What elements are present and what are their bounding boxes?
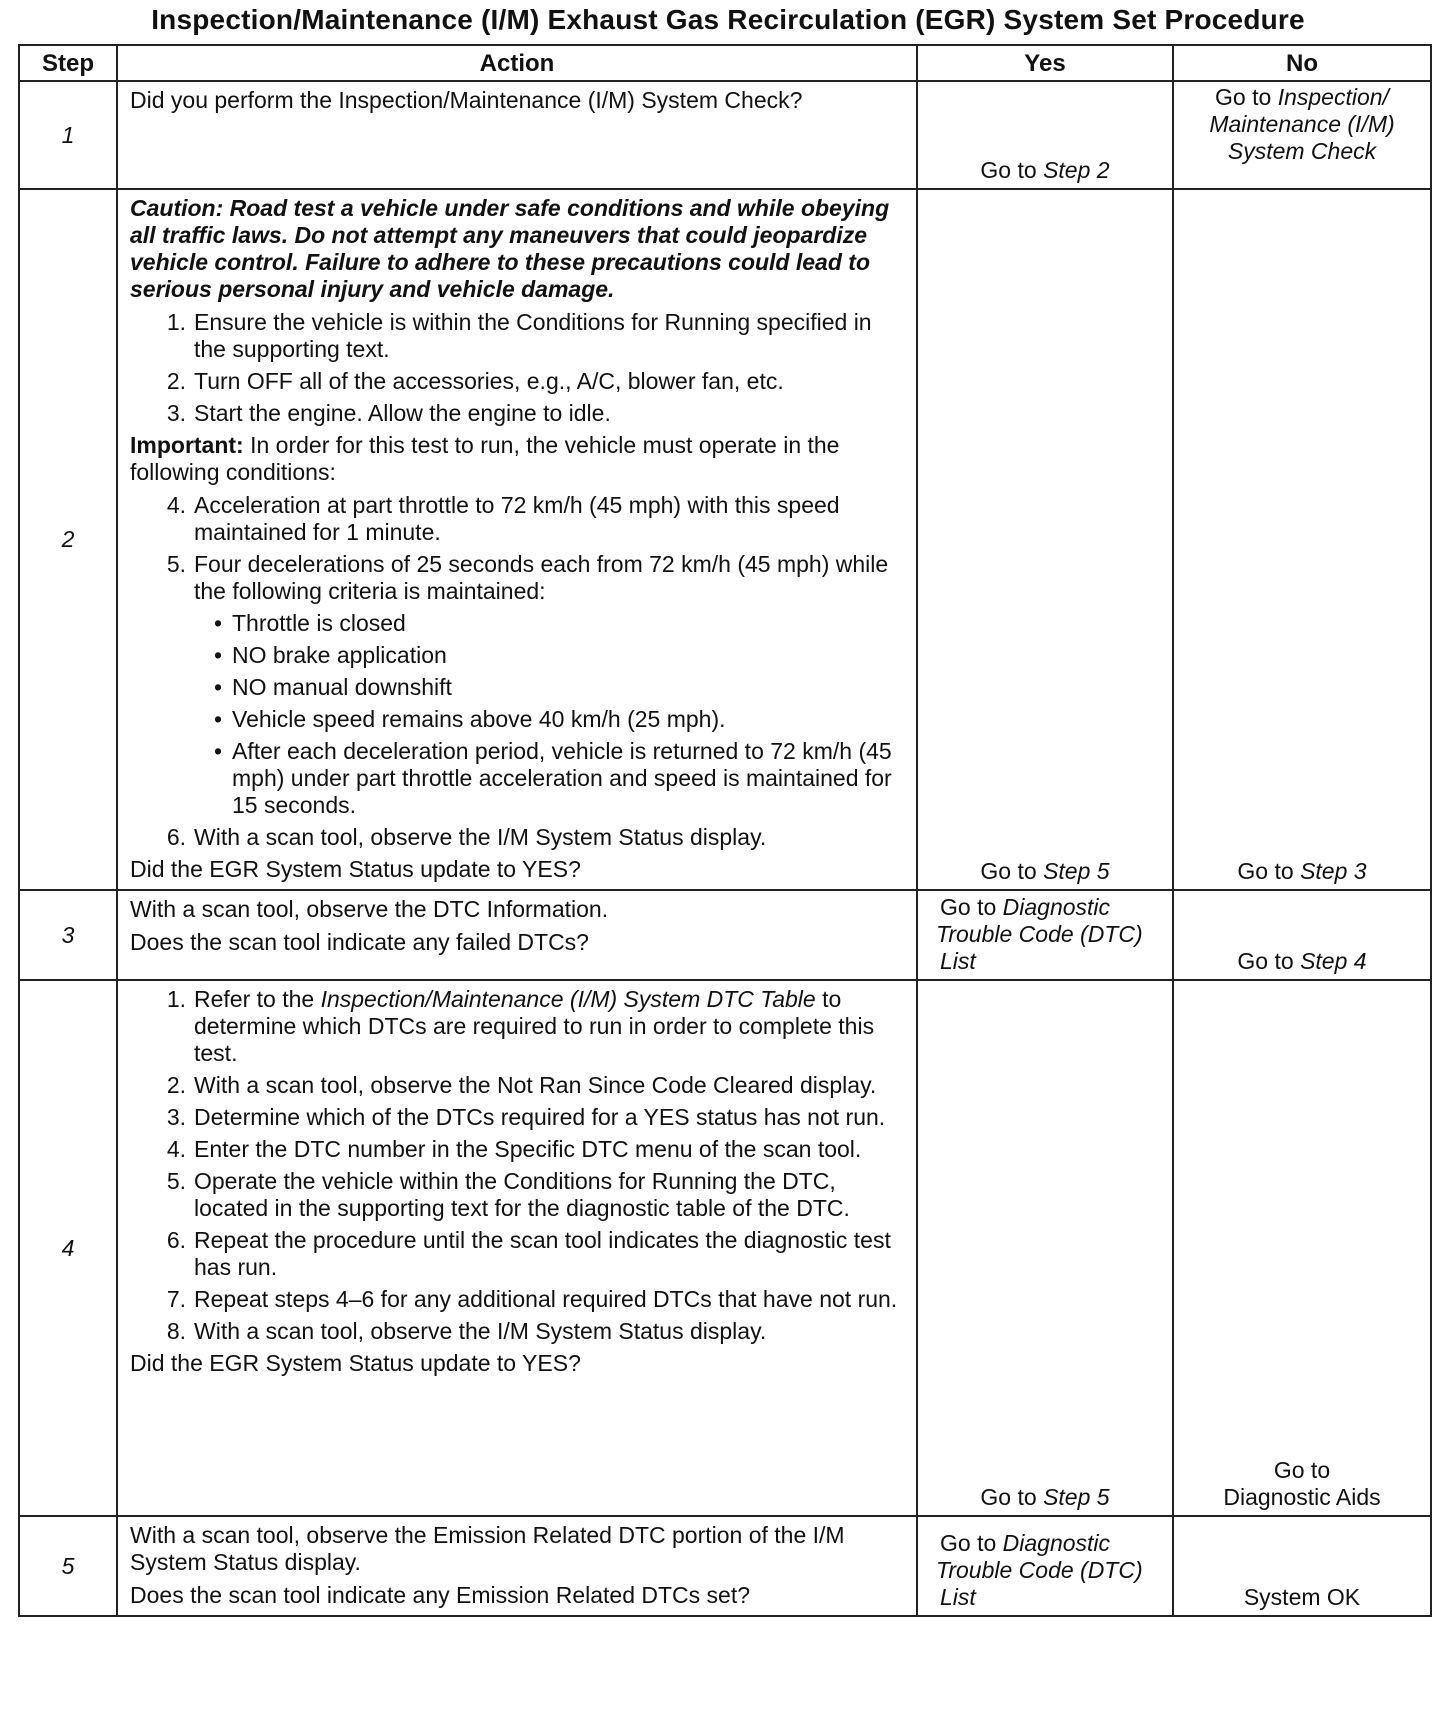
header-step: Step — [19, 45, 117, 81]
list-item: 3. Start the engine. Allow the engine to idle. — [166, 400, 611, 426]
instruction-text: With a scan tool, observe the DTC Information. — [130, 896, 609, 922]
page-title: Inspection/Maintenance (I/M) Exhaust Gas Recirculation (EGR) System Set Procedure — [151, 4, 1305, 35]
important-label: Important: — [130, 432, 244, 458]
bullet-item: • Throttle is closed — [130, 610, 908, 637]
question-text: Does the scan tool indicate any failed DTCs? — [130, 929, 589, 955]
no-cell — [1173, 189, 1431, 890]
step-2-link[interactable]: Step 2 — [1043, 157, 1110, 183]
yes-cell — [917, 1516, 1173, 1616]
list-item: 5. Four decelerations of 25 seconds each from 72 km/h (45 mph) while the following criteria is maintained: — [166, 551, 889, 604]
im-system-dtc-table-link[interactable]: Inspection/Maintenance (I/M) System DTC Table — [320, 986, 816, 1012]
im-system-check-link[interactable]: Inspection/ — [1277, 84, 1389, 110]
go-to-text: Go to — [980, 1484, 1037, 1510]
yes-cell — [917, 890, 1173, 980]
yes-cell — [917, 980, 1173, 1516]
bullet-item: • NO brake application — [130, 642, 908, 669]
im-system-check-link-line-2[interactable]: Maintenance (I/M) — [1209, 111, 1395, 137]
no-cell — [1173, 890, 1431, 980]
bullet-item: • Vehicle speed remains above 40 km/h (25 mph). — [130, 706, 908, 733]
go-to-text: Go to — [980, 157, 1037, 183]
action-cell — [117, 81, 917, 189]
list-item: 1. Ensure the vehicle is within the Conditions for Running specified in the supporting text. — [166, 309, 872, 362]
dtc-list-link[interactable]: Diagnostic — [1002, 894, 1111, 920]
list-item: 4. Enter the DTC number in the Specific DTC menu of the scan tool. — [166, 1136, 862, 1162]
no-cell — [1173, 81, 1431, 189]
im-system-check-link-line-3[interactable]: System Check — [1227, 138, 1377, 164]
dtc-list-link-line-3[interactable]: List — [940, 948, 976, 974]
dtc-list-link[interactable]: Diagnostic — [1002, 1530, 1111, 1556]
bullet-item: • NO manual downshift — [130, 674, 908, 701]
bullet-icon: • — [213, 706, 222, 732]
list-item: 2. With a scan tool, observe the Not Ran Since Code Cleared display. — [166, 1072, 877, 1098]
go-to-text: Go to — [980, 858, 1037, 884]
action-cell — [117, 1516, 917, 1616]
list-item: 3. Determine which of the DTCs required for a YES status has not run. — [166, 1104, 886, 1130]
go-to-text: Go to — [1215, 84, 1272, 110]
action-cell — [117, 189, 917, 890]
diagnostic-aids-link[interactable]: Diagnostic Aids — [1223, 1484, 1381, 1510]
table-row-step-5 — [19, 1516, 1431, 1616]
no-cell — [1173, 980, 1431, 1516]
question-text: Did the EGR System Status update to YES? — [130, 856, 581, 882]
question-text: Did the EGR System Status update to YES? — [130, 1350, 581, 1376]
header-action: Action — [117, 45, 917, 81]
step-number: 3 — [19, 890, 117, 980]
yes-cell — [917, 189, 1173, 890]
header-no: No — [1173, 45, 1431, 81]
table-row-step-4 — [19, 980, 1431, 1516]
action-cell — [117, 980, 917, 1516]
step-number: 5 — [19, 1516, 117, 1616]
table-header-row — [19, 45, 1431, 81]
step-number: 2 — [19, 189, 117, 890]
caution-text: Caution: Road test a vehicle under safe conditions and while obeying all traffic laws. Do not attempt any maneuvers that could jeopardize vehicle control. Failure to adhere to these precautions could lead to serious personal injury and vehicle damage. — [130, 195, 890, 302]
go-to-text: Go to — [1273, 1457, 1331, 1483]
dtc-list-link-line-3[interactable]: List — [940, 1584, 976, 1610]
list-item: 2. Turn OFF all of the accessories, e.g., A/C, blower fan, etc. — [166, 368, 784, 394]
action-cell — [117, 890, 917, 980]
bullet-icon: • — [213, 738, 222, 764]
table-row-step-1 — [19, 81, 1431, 189]
go-to-text: Go to — [1237, 858, 1294, 884]
list-item: 6. With a scan tool, observe the I/M System Status display. — [166, 824, 767, 850]
step-number: 4 — [19, 980, 117, 1516]
header-yes: Yes — [917, 45, 1173, 81]
bullet-icon: • — [213, 610, 222, 636]
list-item: 5. Operate the vehicle within the Conditions for Running the DTC, located in the supporting text for the diagnostic table of the DTC. — [166, 1168, 850, 1221]
step-4-link[interactable]: Step 4 — [1300, 948, 1367, 974]
go-to-text: Go to — [940, 1530, 997, 1556]
list-item: 7. Repeat steps 4–6 for any additional required DTCs that have not run. — [166, 1286, 898, 1312]
bullet-icon: • — [213, 642, 222, 668]
step-3-link[interactable]: Step 3 — [1300, 858, 1367, 884]
list-item: 1. Refer to the Inspection/Maintenance (I/M) System DTC Table to determine which DTCs are required to run in order to complete this test. — [166, 986, 875, 1066]
system-ok-text: System OK — [1243, 1584, 1361, 1610]
table-row-step-2 — [19, 189, 1431, 890]
table-row-step-3 — [19, 890, 1431, 980]
go-to-text: Go to — [940, 894, 997, 920]
step-5-link[interactable]: Step 5 — [1043, 1484, 1110, 1510]
list-item: 8. With a scan tool, observe the I/M System Status display. — [166, 1318, 767, 1344]
question-text: Did you perform the Inspection/Maintenance (I/M) System Check? — [130, 87, 803, 113]
question-text: Does the scan tool indicate any Emission Related DTCs set? — [130, 1582, 751, 1608]
yes-cell — [917, 81, 1173, 189]
step-number: 1 — [19, 81, 117, 189]
procedure-table — [18, 44, 1432, 1617]
dtc-list-link-line-2[interactable]: Trouble Code (DTC) — [936, 1557, 1143, 1583]
instruction-text: With a scan tool, observe the Emission Related DTC portion of the I/M System Status display. — [130, 1522, 845, 1575]
step-5-link[interactable]: Step 5 — [1043, 858, 1110, 884]
important-note: Important: In order for this test to run, the vehicle must operate in the following conditions: — [130, 432, 840, 485]
list-item: 6. Repeat the procedure until the scan tool indicates the diagnostic test has run. — [166, 1227, 891, 1280]
dtc-list-link-line-2[interactable]: Trouble Code (DTC) — [936, 921, 1143, 947]
bullet-icon: • — [213, 674, 222, 700]
bullet-item: • After each deceleration period, vehicle is returned to 72 km/h (45 mph) under part throttle acceleration and speed is maintained for 15 seconds. — [130, 738, 908, 819]
list-item: 4. Acceleration at part throttle to 72 km/h (45 mph) with this speed maintained for 1 minute. — [166, 492, 840, 545]
no-cell — [1173, 1516, 1431, 1616]
go-to-text: Go to — [1237, 948, 1294, 974]
